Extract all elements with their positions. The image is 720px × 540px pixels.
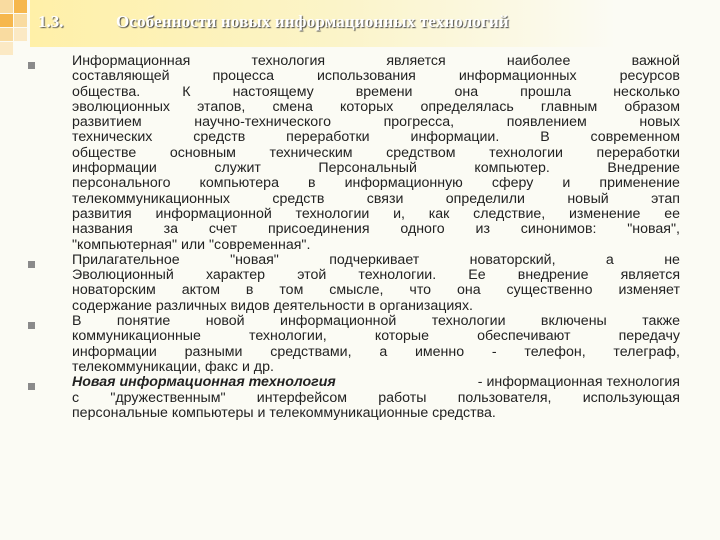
word: из <box>475 221 490 238</box>
text-line <box>72 360 680 375</box>
word: главным <box>540 98 598 115</box>
list-item <box>28 314 680 375</box>
word: с <box>72 389 80 406</box>
word: - информационная технология <box>473 374 680 391</box>
word: внедрение <box>517 267 589 284</box>
word: телекоммуникации, факс и др. <box>72 358 274 375</box>
word: является <box>620 267 680 284</box>
word: Ее <box>468 267 486 284</box>
word: пользователя, <box>457 389 552 406</box>
word: техническим <box>269 144 353 161</box>
list-item <box>28 54 680 253</box>
text-line <box>72 406 680 421</box>
word: изменяет <box>618 282 680 299</box>
text-line <box>72 375 680 390</box>
word: также <box>642 313 680 330</box>
word: новаторским <box>72 282 156 299</box>
text-line <box>72 54 680 69</box>
word: компьютер. <box>474 160 550 177</box>
word: она <box>456 282 481 299</box>
text-line <box>72 69 680 84</box>
word: важной <box>631 53 680 69</box>
word: и <box>562 175 571 192</box>
word: этапов, <box>197 98 246 115</box>
word: информации <box>72 343 157 360</box>
word: Эволюционный <box>72 267 174 284</box>
word: персональные компьютеры и телекоммуникационные средства. <box>72 404 496 421</box>
word: телекоммуникационных <box>72 190 231 207</box>
square-bullet-icon <box>28 383 35 390</box>
word: что <box>409 282 432 299</box>
word: изменение <box>569 205 641 222</box>
word: работы <box>378 389 427 406</box>
word: развития <box>72 205 132 222</box>
word: новый <box>567 190 609 207</box>
word: а <box>605 251 614 268</box>
text-line <box>72 283 680 298</box>
word: общества. <box>72 83 141 100</box>
word: наиболее <box>506 53 571 69</box>
word: технологии. <box>358 267 437 284</box>
slide-number: 1.3. <box>38 12 64 31</box>
word: разными <box>184 343 243 360</box>
word: информационной <box>280 313 397 330</box>
word: сферу <box>491 175 534 192</box>
word: информации. <box>410 129 500 146</box>
word: средств <box>193 129 246 146</box>
word: присоединения <box>267 221 370 238</box>
list-item <box>28 253 680 314</box>
word: Новая информационная технология <box>72 374 336 391</box>
text-line <box>72 130 680 145</box>
word: технологии <box>295 205 370 222</box>
square-bullet-icon <box>28 62 35 69</box>
word: современном <box>590 129 680 146</box>
word: "новая" <box>230 251 279 268</box>
word: ее <box>664 205 680 222</box>
word: которых <box>340 98 394 115</box>
word: счет <box>208 221 238 238</box>
word: и, <box>393 205 405 222</box>
word: времени <box>355 83 413 100</box>
word: основным <box>169 144 236 161</box>
word: включены <box>540 313 607 330</box>
word: которые <box>374 328 429 345</box>
word: - <box>491 343 497 360</box>
word: Информационная <box>72 53 191 69</box>
word: передачу <box>618 328 680 345</box>
word: связи <box>366 190 404 207</box>
text-line <box>72 314 680 329</box>
word: "компьютерная" или "современная". <box>72 236 311 253</box>
word: информационную <box>344 175 463 192</box>
word: развитием <box>72 114 142 131</box>
word: Персональный <box>318 160 417 177</box>
word: именно <box>414 343 465 360</box>
text-line <box>72 161 680 176</box>
word: понятие <box>116 313 171 330</box>
word: прогресса, <box>383 114 455 131</box>
word: несколько <box>613 83 680 100</box>
word: смена <box>272 98 313 115</box>
word: информационной <box>155 205 272 222</box>
word: использующая <box>582 389 680 406</box>
word: интерфейсом <box>256 389 348 406</box>
text-line <box>72 207 680 222</box>
word: актом <box>181 282 220 299</box>
square-bullet-icon <box>28 261 35 268</box>
word: технологии <box>431 313 506 330</box>
word: Внедрение <box>607 160 680 177</box>
text-line <box>72 222 680 237</box>
word: "дружественным" <box>110 389 226 406</box>
word: технологии, <box>249 328 327 345</box>
word: она <box>454 83 479 100</box>
word: определялась <box>420 98 514 115</box>
word: В <box>540 129 550 146</box>
word: служит <box>214 160 261 177</box>
word: одного <box>400 221 445 238</box>
word: этой <box>297 267 327 284</box>
word: персонального <box>72 175 171 192</box>
word: настоящему <box>232 83 314 100</box>
word: смысле, <box>329 282 384 299</box>
word: названия <box>72 221 133 238</box>
word: технических <box>72 129 153 146</box>
word: в <box>245 282 254 299</box>
word: процесса <box>212 68 274 85</box>
word: переработки <box>596 144 680 161</box>
text-line <box>72 176 680 191</box>
word: телеграф, <box>613 343 680 360</box>
word: том <box>279 282 304 299</box>
word: содержание различных видов деятельности в организациях. <box>72 297 474 314</box>
slide-title: Особенности новых информационных технологий <box>116 12 509 31</box>
word: коммуникационные <box>72 328 201 345</box>
word: следствие, <box>473 205 546 222</box>
word: является <box>386 53 446 69</box>
word: переработки <box>286 129 370 146</box>
word: существенно <box>506 282 593 299</box>
word: технология <box>251 53 326 69</box>
word: В <box>72 313 82 330</box>
word: определили <box>445 190 525 207</box>
text-line <box>72 391 680 406</box>
word: К <box>182 83 191 100</box>
word: средств <box>272 190 325 207</box>
word: компьютера <box>199 175 279 192</box>
word: телефон, <box>524 343 586 360</box>
text-line <box>72 238 680 253</box>
text-line <box>72 100 680 115</box>
square-bullet-icon <box>28 322 35 329</box>
word: Прилагательное <box>72 251 180 268</box>
word: в <box>308 175 316 192</box>
word: научно-технического <box>194 114 331 131</box>
word: составляющей <box>72 68 170 85</box>
word: средством <box>386 144 456 161</box>
word: характер <box>205 267 266 284</box>
word: новых <box>639 114 680 131</box>
word: прошла <box>520 83 572 100</box>
list-item <box>28 375 680 421</box>
word: технологии <box>489 144 563 161</box>
word: средствами, <box>270 343 352 360</box>
text-line <box>72 192 680 207</box>
word: эволюционных <box>72 98 171 115</box>
text-line <box>72 146 680 161</box>
text-line <box>72 345 680 360</box>
word: обществе <box>72 144 137 161</box>
word: применение <box>599 175 680 192</box>
word: информационных <box>458 68 577 85</box>
text-line <box>72 268 680 283</box>
word: этап <box>651 190 680 207</box>
word: за <box>163 221 179 238</box>
word: новаторский, <box>469 251 556 268</box>
word: информации <box>72 160 157 177</box>
word: ресурсов <box>619 68 680 85</box>
word: появлением <box>506 114 587 131</box>
text-line <box>72 115 680 130</box>
word: синонимов: <box>520 221 597 238</box>
word: образом <box>624 98 680 115</box>
text-line <box>72 253 680 268</box>
word: "новая", <box>627 221 680 238</box>
word: подчеркивает <box>329 251 420 268</box>
text-line <box>72 85 680 100</box>
word: обеспечивают <box>477 328 571 345</box>
word: новой <box>205 313 245 330</box>
word: использования <box>316 68 416 85</box>
bullet-list <box>28 54 680 421</box>
word: как <box>428 205 450 222</box>
text-line <box>72 299 680 314</box>
word: а <box>379 343 388 360</box>
word: не <box>664 251 680 268</box>
text-line <box>72 329 680 344</box>
